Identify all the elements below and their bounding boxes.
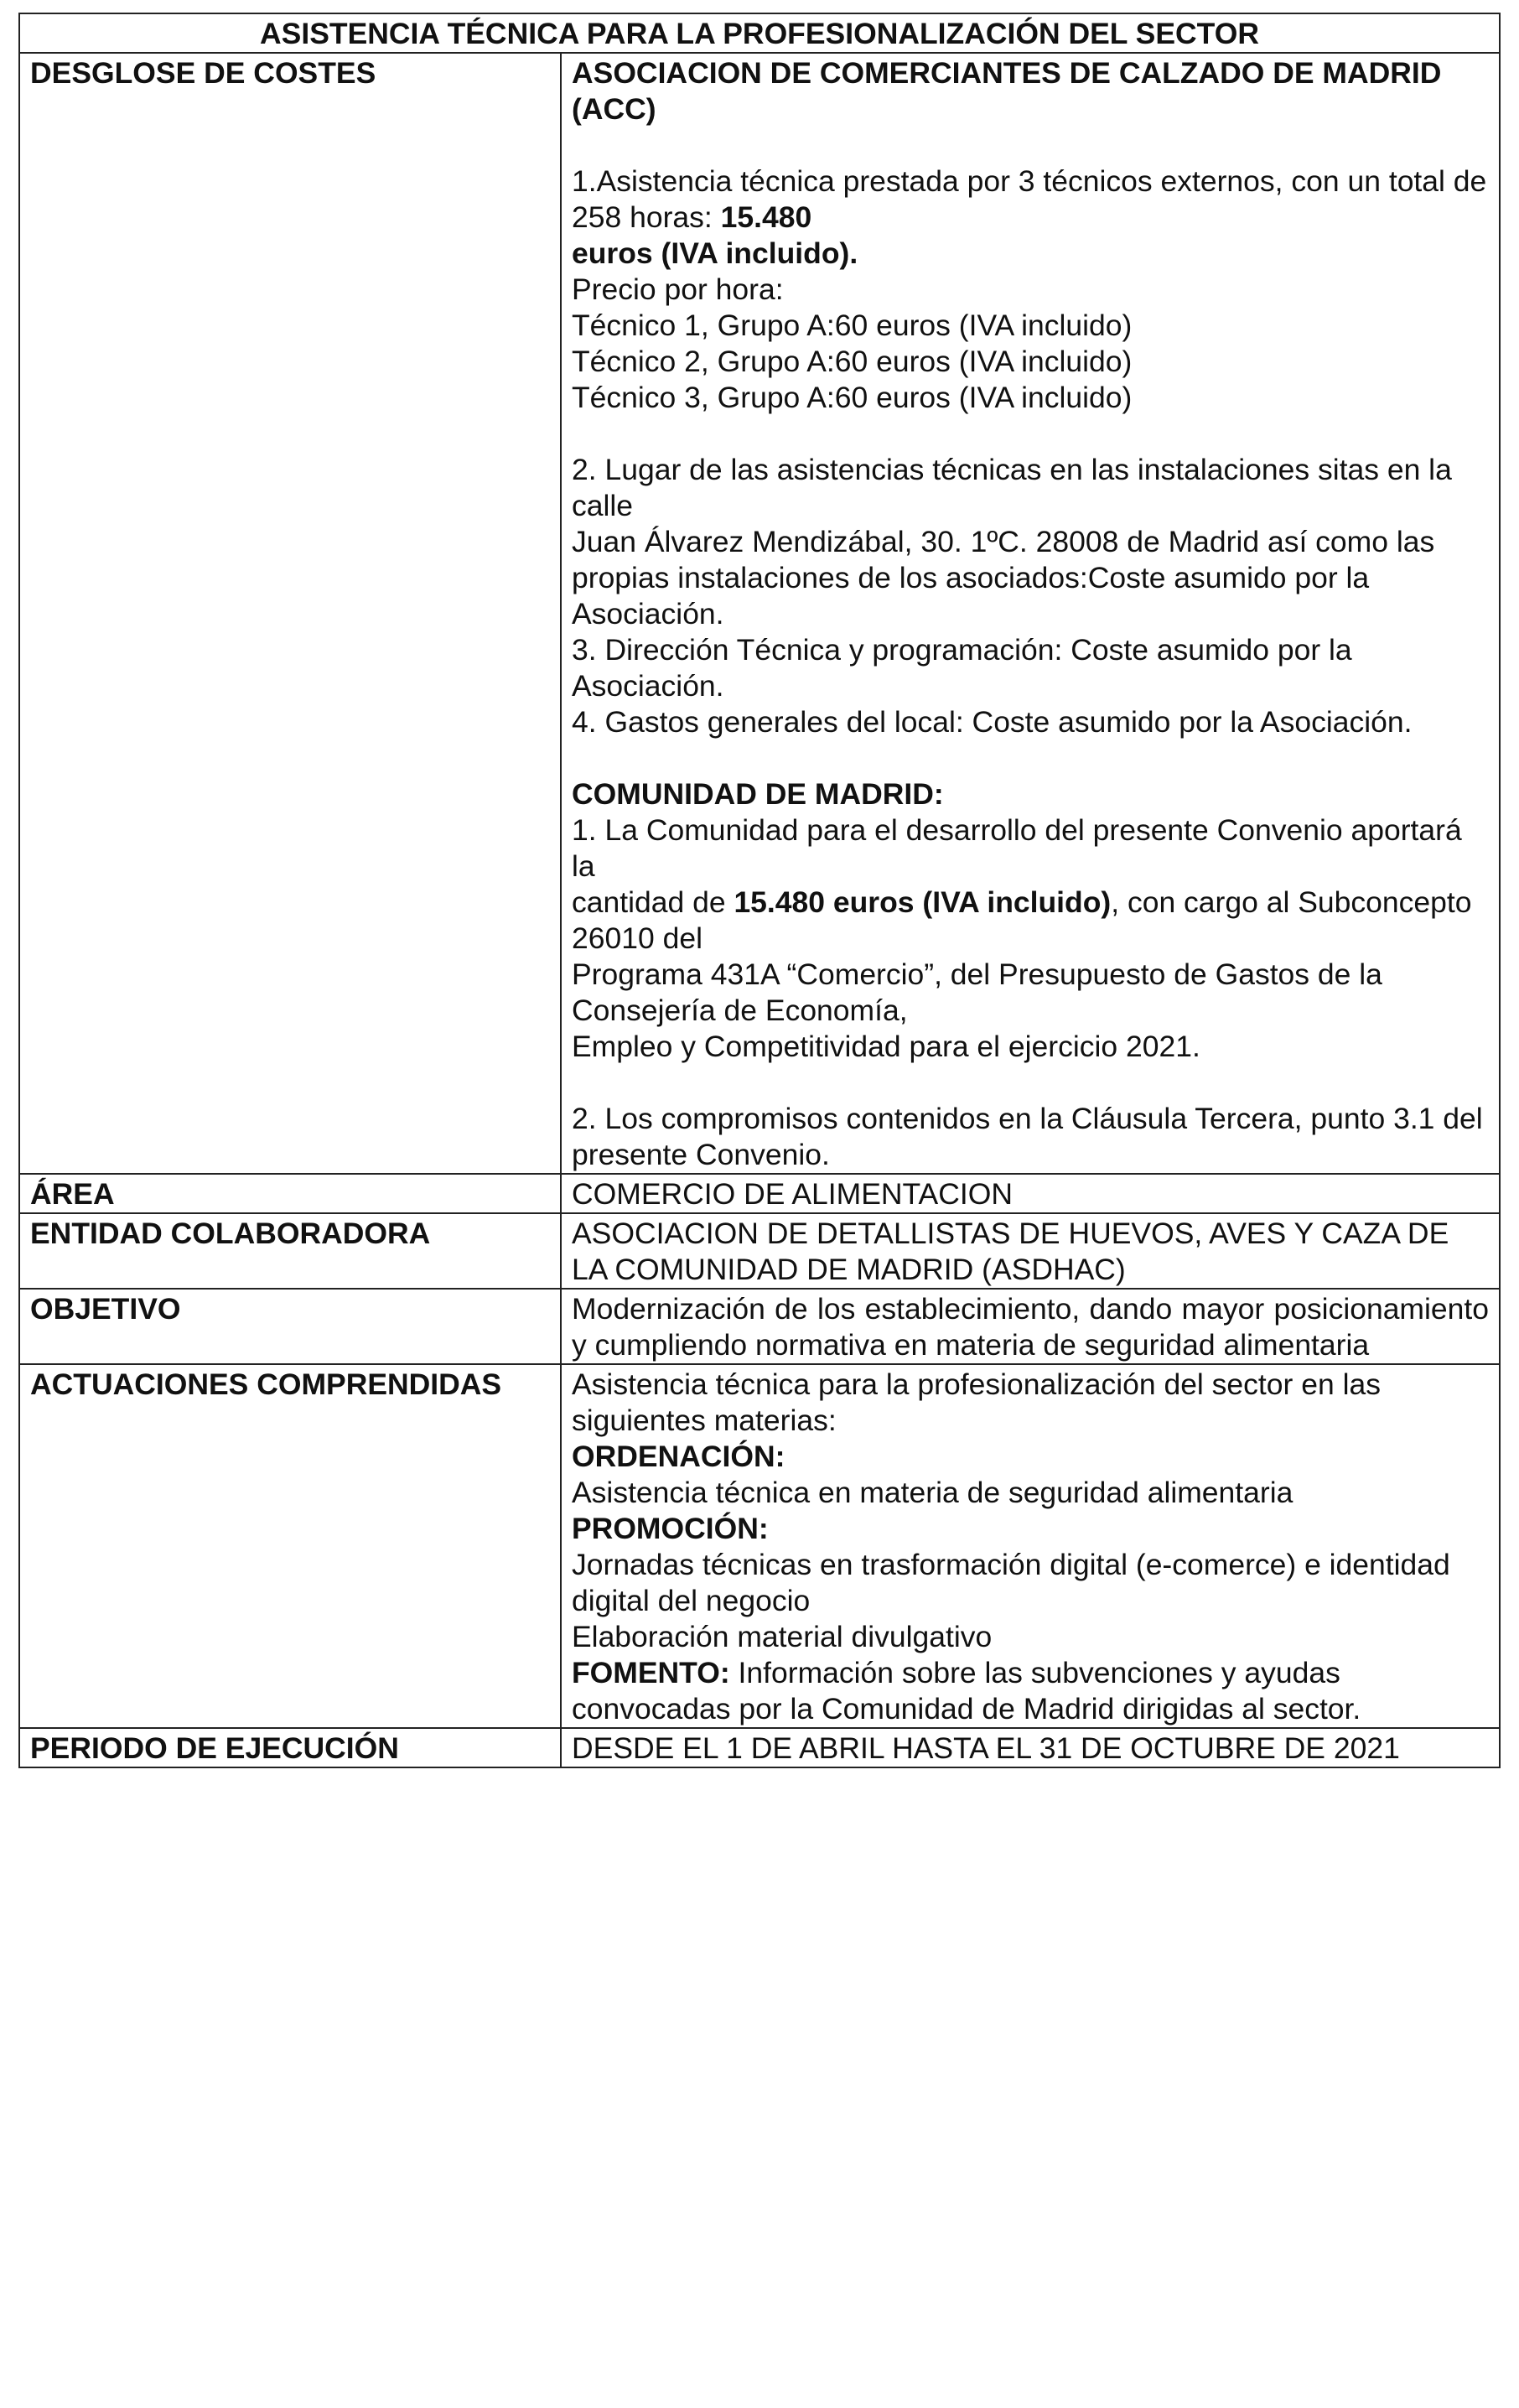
actuaciones-intro: Asistencia técnica para la profesionalización del sector en las siguientes materias: (572, 1367, 1381, 1437)
entidad-row (19, 1213, 1500, 1289)
promocion-heading: PROMOCIÓN: (572, 1512, 769, 1545)
promocion-text-1: Jornadas técnicas en trasformación digital (e-comerce) e identidad digital del negocio (572, 1548, 1450, 1617)
area-label: ÁREA (19, 1174, 561, 1213)
title-row (19, 13, 1500, 53)
objetivo-value: Modernización de los establecimiento, dando mayor posicionamiento y cumpliendo normativa en materia de seguridad alimentaria (561, 1289, 1500, 1364)
program-table (18, 13, 1501, 1768)
tecnico-1: Técnico 1, Grupo A:60 euros (IVA incluido) (572, 309, 1133, 342)
desglose-content (561, 53, 1500, 1174)
desglose-item1: 1.Asistencia técnica prestada por 3 técnicos externos, con un total de 258 horas: 15.480 (572, 164, 1487, 234)
periodo-label: PERIODO DE EJECUCIÓN (19, 1728, 561, 1767)
fomento-text: Información sobre las subvenciones y ayudas convocadas por la Comunidad de Madrid dirigidas al sector. (572, 1656, 1361, 1726)
desglose-label: DESGLOSE DE COSTES (19, 53, 561, 1174)
actuaciones-row (19, 1364, 1500, 1728)
comunidad-item2: 2. Los compromisos contenidos en la Cláusula Tercera, punto 3.1 del presente Convenio. (572, 1102, 1483, 1171)
entidad-label: ENTIDAD COLABORADORA (19, 1213, 561, 1289)
desglose-item3: 3. Dirección Técnica y programación: Coste asumido por la Asociación. (572, 633, 1352, 703)
actuaciones-content (561, 1364, 1500, 1728)
tecnico-2: Técnico 2, Grupo A:60 euros (IVA incluido) (572, 345, 1133, 378)
promocion-text-2: Elaboración material divulgativo (572, 1620, 993, 1653)
comunidad-item1-a: 1. La Comunidad para el desarrollo del presente Convenio aportará la (572, 813, 1462, 883)
desglose-row (19, 53, 1500, 1174)
periodo-value: DESDE EL 1 DE ABRIL HASTA EL 31 DE OCTUBRE DE 2021 (561, 1728, 1500, 1767)
desglose-item1-iva: euros (IVA incluido). (572, 236, 858, 270)
comunidad-item1-d: Empleo y Competitividad para el ejercicio 2021. (572, 1030, 1200, 1063)
table-title: ASISTENCIA TÉCNICA PARA LA PROFESIONALIZACIÓN DEL SECTOR (19, 13, 1500, 53)
desglose-item4: 4. Gastos generales del local: Coste asumido por la Asociación. (572, 705, 1413, 739)
ordenacion-heading: ORDENACIÓN: (572, 1440, 785, 1473)
desglose-item2-b: Juan Álvarez Mendizábal, 30. 1ºC. 28008 de Madrid así como las propias instalaciones de los asociados:Coste asumido por la Asociación. (572, 525, 1435, 631)
periodo-row (19, 1728, 1500, 1767)
ordenacion-text: Asistencia técnica en materia de seguridad alimentaria (572, 1476, 1293, 1509)
comunidad-item1-c: Programa 431A “Comercio”, del Presupuesto de Gastos de la Consejería de Economía, (572, 957, 1382, 1027)
comunidad-item1-b: cantidad de 15.480 euros (IVA incluido), con cargo al Subconcepto 26010 del (572, 885, 1472, 955)
area-value: COMERCIO DE ALIMENTACION (561, 1174, 1500, 1213)
objetivo-row (19, 1289, 1500, 1364)
area-row (19, 1174, 1500, 1213)
precio-label: Precio por hora: (572, 272, 784, 306)
actuaciones-label: ACTUACIONES COMPRENDIDAS (19, 1364, 561, 1728)
tecnico-3: Técnico 3, Grupo A:60 euros (IVA incluido) (572, 381, 1133, 414)
desglose-heading: ASOCIACION DE COMERCIANTES DE CALZADO DE MADRID (ACC) (572, 56, 1442, 126)
desglose-item2-a: 2. Lugar de las asistencias técnicas en las instalaciones sitas en la calle (572, 453, 1452, 522)
fomento-paragraph (572, 1655, 1489, 1727)
comunidad-heading: COMUNIDAD DE MADRID: (572, 777, 944, 811)
fomento-heading: FOMENTO: (572, 1656, 730, 1689)
entidad-value: ASOCIACION DE DETALLISTAS DE HUEVOS, AVES Y CAZA DE LA COMUNIDAD DE MADRID (ASDHAC) (561, 1213, 1500, 1289)
objetivo-label: OBJETIVO (19, 1289, 561, 1364)
